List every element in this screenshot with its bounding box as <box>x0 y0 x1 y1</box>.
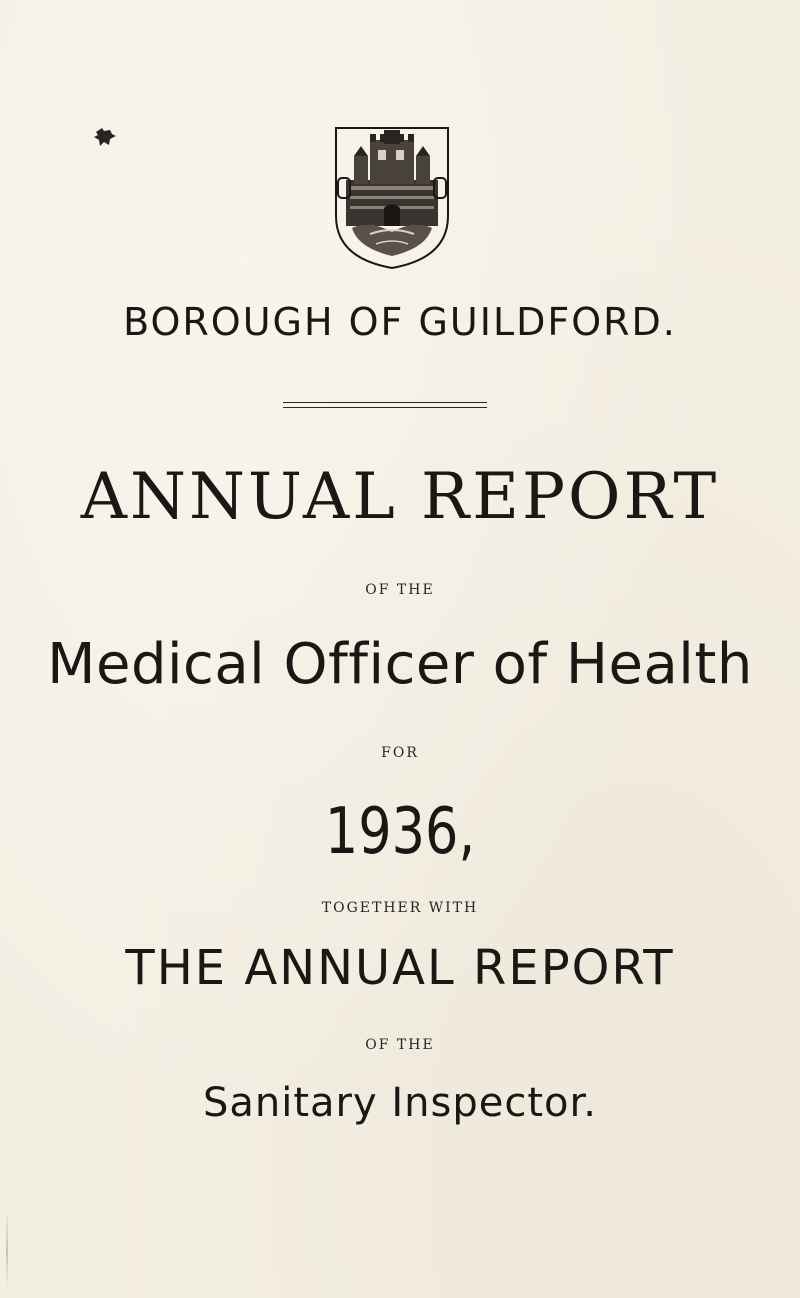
of-the-line-2: OF THE <box>365 1037 435 1053</box>
borough-heading: BOROUGH OF GUILDFORD. <box>123 300 677 344</box>
medical-officer-title: Medical Officer of Health <box>47 632 753 697</box>
of-the-line-1: OF THE <box>365 582 435 598</box>
double-rule-bottom <box>283 407 487 408</box>
for-line: FOR <box>381 745 419 761</box>
second-annual-report-title: THE ANNUAL REPORT <box>125 940 675 996</box>
report-year: 1936, <box>324 795 476 869</box>
double-rule-top <box>283 402 487 403</box>
sanitary-inspector-title: Sanitary Inspector. <box>202 1080 598 1126</box>
page-edge-mark <box>6 1210 8 1290</box>
annual-report-title: ANNUAL REPORT <box>80 460 720 534</box>
ink-spot-icon <box>92 124 118 150</box>
borough-coat-of-arms-icon <box>330 120 454 270</box>
together-with-line: TOGETHER WITH <box>321 900 479 916</box>
